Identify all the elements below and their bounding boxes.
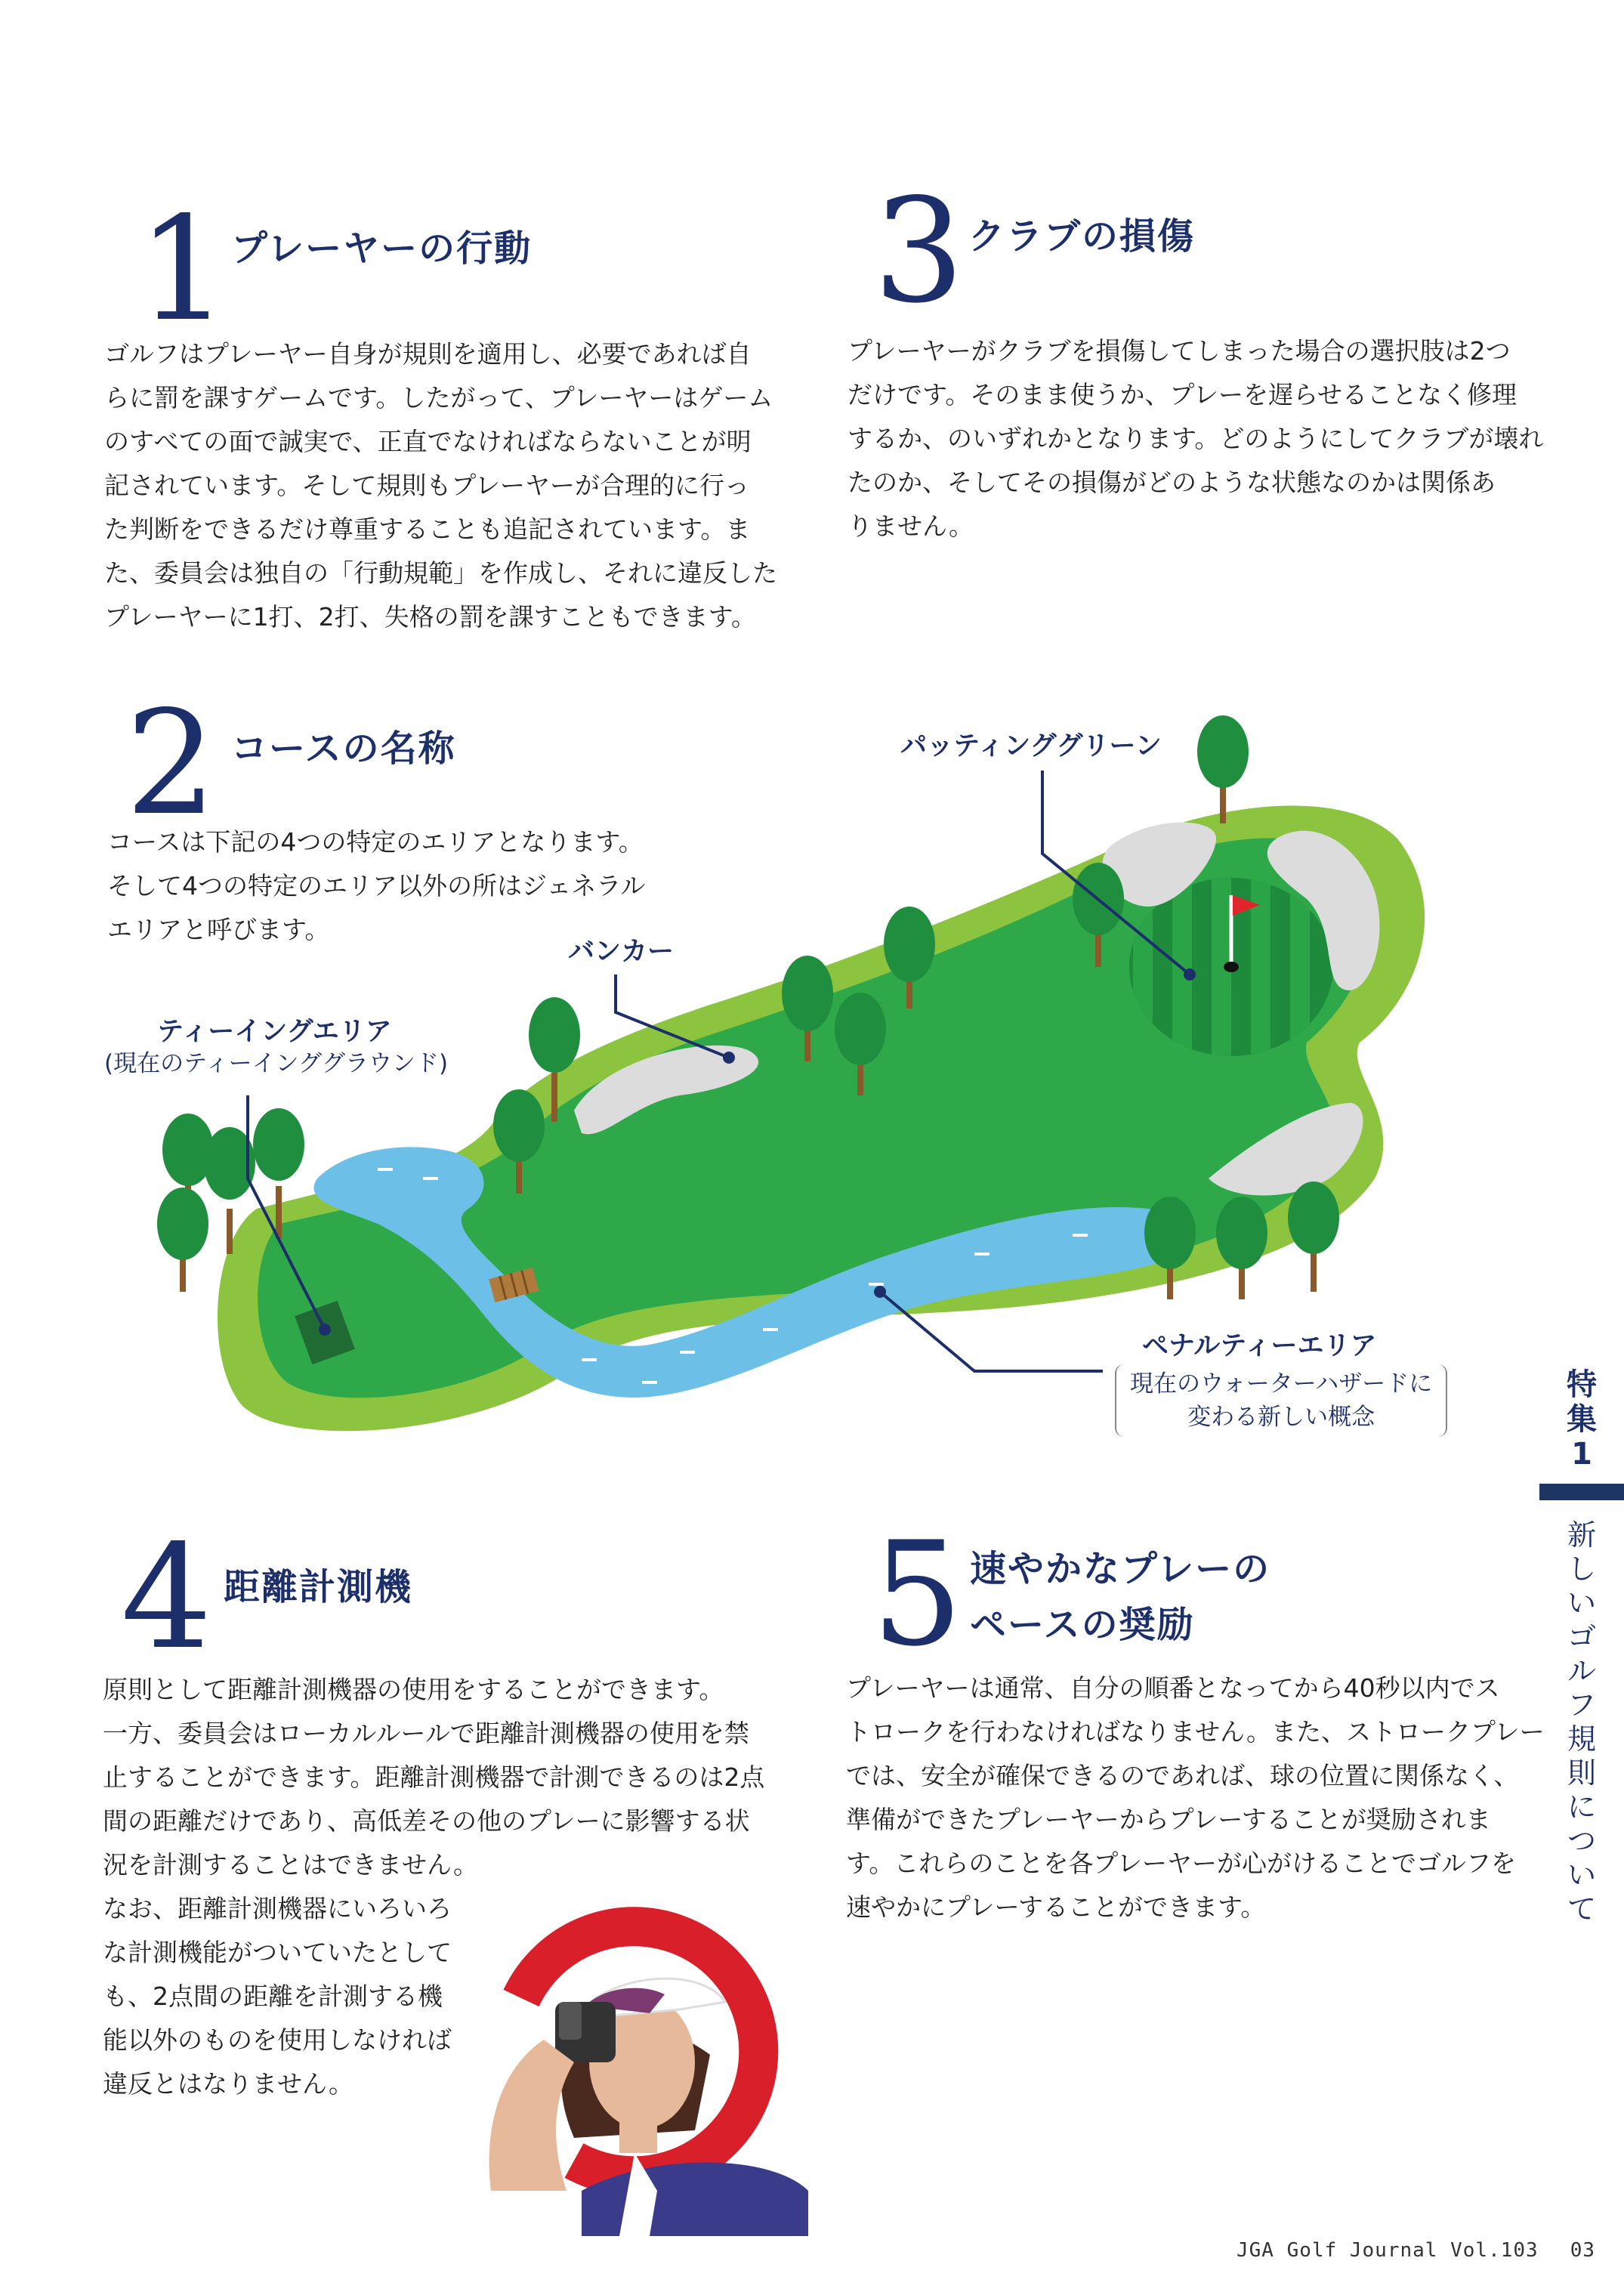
section-5-title: 速やかなプレーの ペースの奨励 (970, 1548, 1271, 1647)
tree-icon (157, 1188, 208, 1292)
section-2-number: 2 (125, 680, 217, 847)
section-3-body: プレーヤーがクラブを損傷してしまった場合の選択肢は2つ だけです。そのまま使うか、プレーを遅らせることなく修理 するか、のいずれかとなります。どのようにしてクラブが壊れ たのか、そしてその損傷がどのような状態なのかは関係あ りません。 (848, 336, 1544, 541)
section-1-number: 1 (137, 186, 229, 353)
section-2-body: コースは下記の4つの特定のエリアとなります。 そして4つの特定のエリア以外の所はジェネラル エリアと呼びます。 (107, 827, 646, 944)
label-teeing-area-note: (現在のティーインググラウンド) (104, 1050, 449, 1077)
section-1-title: プレーヤーの行動 (231, 227, 533, 270)
label-putting-green: パッティンググリーン (900, 731, 1162, 761)
section-1-body: ゴルフはプレーヤー自身が規則を適用し、必要であれば自 らに罰を課すゲームです。したがって、プレーヤーはゲーム のすべての面で誠実で、正直でなければならないことが明 記されています。そして規則もプレーヤーが合理的に行っ た判断をできるだけ尊重することも追記されています。ま た、委員会は独自の「行動規範」を作成し、それに違反した プレーヤーに1打、2打、失格の罰を課すこともできます。 (104, 339, 777, 632)
penalty-area-note: 現在のウォーターハザードに 変わる新しい概念 (1115, 1364, 1447, 1437)
tree-icon (1216, 1197, 1267, 1299)
label-penalty-area: ペナルティーエリア (1142, 1331, 1377, 1361)
section-5-number: 5 (872, 1511, 963, 1678)
section-4-number: 4 (121, 1514, 212, 1681)
feature-vertical-title: 新 し い ゴ ル フ 規 則 に つ い て (1567, 1518, 1596, 1926)
label-teeing-area: ティーイングエリア (157, 1017, 392, 1047)
page-number: 03 (1570, 2239, 1595, 2262)
section-2-title: コースの名称 (231, 727, 456, 770)
section-4-title: 距離計測機 (224, 1566, 413, 1608)
section-5-body: プレーヤーは通常、自分の順番となってから40秒以内でス トロークを行わなければなりません。また、ストロークプレー では、安全が確保できるのであれば、球の位置に関係なく、 準備ができたプレーヤーからプレーすることが奨励されま す。これらのことを各プレーヤーが心がけることでゴルフを 速やかにプレーすることができます。 (846, 1673, 1545, 1922)
tree-icon (1288, 1181, 1339, 1292)
tree-icon (1197, 715, 1249, 823)
journal-name: JGA Golf Journal Vol.103 (1237, 2239, 1539, 2262)
section-4-body: 原則として距離計測機器の使用をすることができます。 一方、委員会はローカルルールで距離計測機器の使用を禁 止することができます。距離計測機器で計測できるのは2点 間の距離だけであり、高低差その他のプレーに影響する状 況を計測することはできません。 なお、距離計測機器にいろいろ な計測機能がついていたとして も、2点間の距離を計測する機 能以外のものを使用しなければ 違反とはなりません。 (103, 1675, 765, 2099)
page-footer (1237, 2239, 1595, 2262)
label-bunker: バンカー (568, 937, 675, 967)
feature-tab: 特 集 1 (1567, 1367, 1597, 1472)
section-3-number: 3 (873, 168, 965, 335)
feature-tab-bar (1539, 1484, 1624, 1500)
section-3-title: クラブの損傷 (968, 215, 1196, 258)
